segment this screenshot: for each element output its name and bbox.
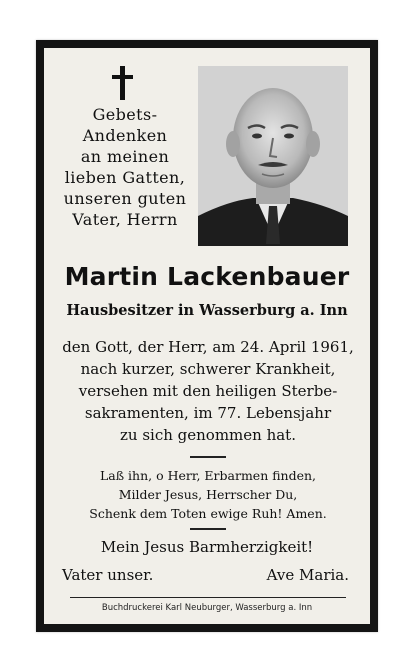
memorial-line: an meinen: [80, 147, 170, 166]
divider: [190, 456, 226, 458]
cross-icon: [108, 66, 138, 100]
prayer-verse: [58, 466, 358, 523]
divider: [190, 528, 226, 530]
divider: [70, 597, 346, 598]
notice-line: sakramenten, im 77. Lebensjahr: [84, 404, 332, 422]
memorial-line: Gebets-: [92, 105, 158, 124]
occupation: Hausbesitzer in Wasserburg a. Inn: [66, 302, 348, 319]
prayer-line: Schenk dem Toten ewige Ruh! Amen.: [89, 506, 327, 521]
memorial-line: Vater, Herrn: [72, 210, 178, 229]
prayer-line: Milder Jesus, Herrscher Du,: [118, 487, 298, 502]
printer-credit: Buchdruckerei Karl Neuburger, Wasserburg a. Inn: [101, 603, 313, 613]
notice-line: nach kurzer, schwerer Krankheit,: [80, 360, 336, 378]
notice-line: zu sich genommen hat.: [120, 426, 296, 444]
closing-left: Vater unser.: [62, 566, 154, 584]
portrait-photo: [198, 66, 348, 246]
death-notice: [58, 336, 358, 446]
memorial-line: Andenken: [82, 126, 168, 145]
memorial-line: unseren guten: [63, 189, 187, 208]
memorial-line: lieben Gatten,: [64, 168, 186, 187]
closing-exclamation: Mein Jesus Barmherzigkeit!: [100, 538, 314, 556]
notice-line: den Gott, der Herr, am 24. April 1961,: [62, 338, 354, 356]
deceased-name: Martin Lackenbauer: [64, 262, 350, 291]
closing-right: Ave Maria.: [266, 566, 349, 584]
prayer-line: Laß ihn, o Herr, Erbarmen finden,: [99, 468, 317, 483]
notice-line: versehen mit den heiligen Sterbe-: [78, 382, 338, 400]
memorial-heading: [52, 104, 198, 230]
